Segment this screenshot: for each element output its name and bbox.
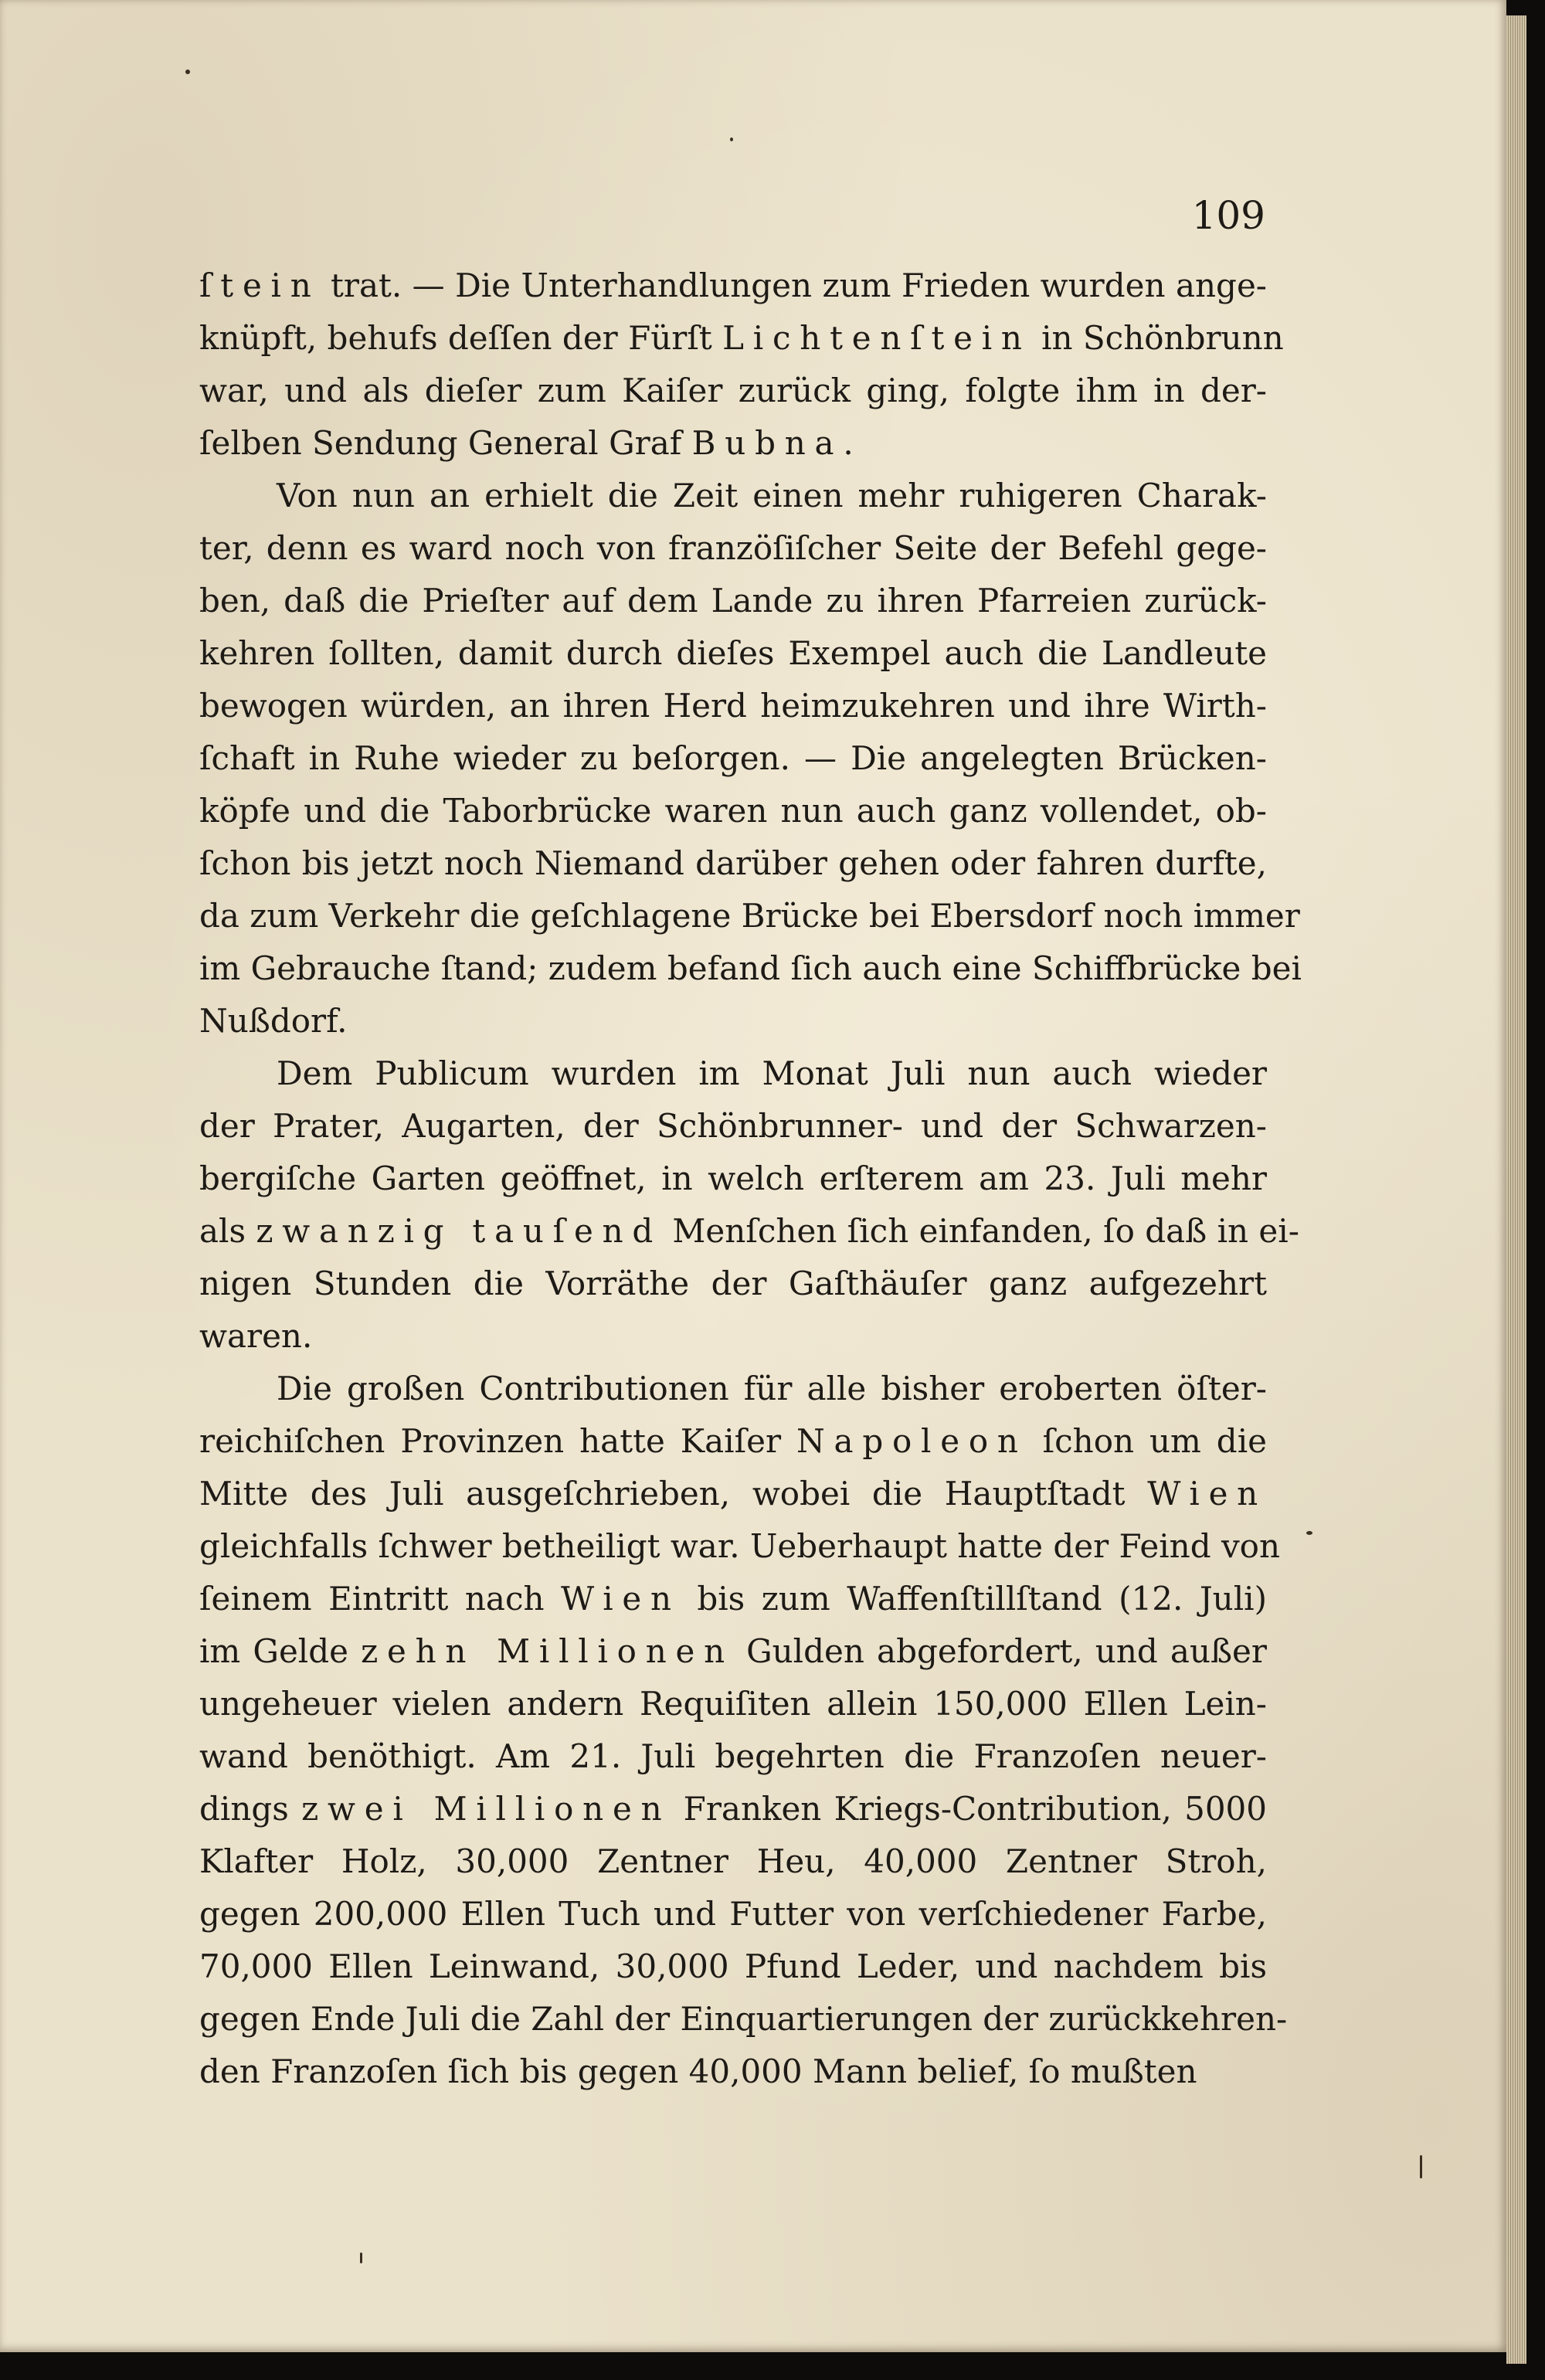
text-line [199, 312, 1284, 365]
text-line [199, 1100, 1267, 1153]
text-line [199, 785, 1267, 837]
page-number: 109 [1191, 193, 1265, 238]
text-line [199, 1363, 1267, 1415]
text-run: köpfe und die Taborbrücke waren nun auch ganz vollendet, ob- [199, 792, 1267, 830]
text-run: Die großen Contributionen für alle bisher eroberten öſter- [277, 1370, 1267, 1407]
text-line [199, 1678, 1267, 1730]
text-run: dings [199, 1790, 302, 1828]
text-run: gegen Ende Juli die Zahl der Einquartierungen der zurückkehren- [199, 2000, 1288, 2038]
text-run: ben, daß die Prieſter auf dem Lande zu ihren Pfarreien zurück- [199, 582, 1267, 620]
text-run: waren. [199, 1317, 313, 1355]
text-line [199, 2046, 1267, 2098]
text-run: bewogen würden, an ihren Herd heimzukehren und ihre Wirth- [199, 687, 1267, 725]
text-run: im Gebrauche ſtand; zudem befand ſich auch eine Schiffbrücke bei [199, 949, 1302, 987]
spaced-emphasis: Lichtenſtein [722, 319, 1031, 357]
text-line [199, 1835, 1267, 1888]
text-run: ungeheuer vielen andern Requiſiten allein 150,000 Ellen Lein- [199, 1685, 1267, 1723]
text-run: war, und als dieſer zum Kaiſer zurück ging, folgte ihm in der- [199, 372, 1267, 409]
text-run: als [199, 1212, 256, 1250]
text-line [199, 1783, 1267, 1835]
text-line [199, 1993, 1288, 2046]
text-run: Mitte des Juli ausgeſchrieben, wobei die Hauptſtadt [199, 1475, 1148, 1513]
text-run: Franken Kriegs-Contribution, 5000 [671, 1790, 1267, 1828]
text-run: wand benöthigt. Am 21. Juli begehrten die Franzoſen neuer- [199, 1737, 1267, 1775]
text-run: ſchon um die [1027, 1422, 1267, 1460]
spaced-emphasis: Bubna [691, 424, 844, 462]
text-run: gegen 200,000 Ellen Tuch und Futter von verſchiedener Farbe, [199, 1895, 1267, 1933]
text-run: kehren ſollten, damit durch dieſes Exempel auch die Landleute [199, 634, 1267, 672]
text-run: 70,000 Ellen Leinwand, 30,000 Pfund Leder, und nachdem bis [199, 1947, 1267, 1985]
ink-speck [1420, 2155, 1422, 2178]
text-run: trat. — Die Unterhandlungen zum Frieden wurden ange- [320, 267, 1267, 304]
ink-speck [185, 70, 190, 74]
ink-speck [730, 138, 733, 141]
text-run: Menſchen ſich einfanden, ſo daß in ei- [662, 1212, 1299, 1250]
page-stack-edge [1506, 15, 1526, 2364]
text-line [199, 890, 1300, 942]
text-line [199, 1730, 1267, 1783]
text-run: Dem Publicum wurden im Monat Juli nun auch wieder [277, 1054, 1267, 1092]
text-run: knüpft, behufs deſſen der Fürſt [199, 319, 723, 357]
text-run: Von nun an erhielt die Zeit einen mehr ruhigeren Charak- [277, 477, 1267, 514]
text-line [199, 575, 1267, 627]
text-run: bergiſche Garten geöffnet, in welch erſterem am 23. Juli mehr [199, 1159, 1267, 1197]
text-line [199, 260, 1267, 312]
spaced-emphasis: Napoleon [796, 1422, 1027, 1460]
text-line [199, 1415, 1267, 1468]
text-run: ſelben Sendung General Graf [199, 424, 692, 462]
text-run: bis zum Waffenſtillſtand (12. Juli) [680, 1580, 1267, 1618]
text-line [199, 995, 1267, 1047]
spaced-emphasis: Wien [561, 1580, 681, 1618]
text-line [199, 837, 1267, 890]
text-line [199, 1625, 1267, 1678]
spaced-emphasis: zehn Millionen [361, 1632, 734, 1670]
text-run: ſchaft in Ruhe wieder zu beſorgen. — Die angelegten Brücken- [199, 739, 1267, 777]
text-run: Nußdorf. [199, 1002, 348, 1040]
text-line [199, 1310, 1267, 1363]
text-line [199, 417, 1267, 470]
spaced-emphasis: ſtein [199, 267, 321, 304]
text-line [199, 470, 1267, 522]
text-line [199, 1047, 1267, 1100]
text-line [199, 627, 1267, 680]
body-text [199, 260, 1302, 2098]
text-run: ter, denn es ward noch von franzöſiſcher Seite der Befehl gege- [199, 529, 1267, 567]
spaced-emphasis: Wien [1147, 1475, 1267, 1513]
text-run: Klafter Holz, 30,000 Zentner Heu, 40,000 Zentner Stroh, [199, 1842, 1267, 1880]
text-line [199, 1258, 1267, 1310]
text-run: im Gelde [199, 1632, 362, 1670]
text-line [199, 732, 1267, 785]
text-line [199, 522, 1267, 575]
text-line [199, 365, 1267, 417]
text-run: . [843, 424, 854, 462]
text-line [199, 942, 1302, 995]
text-line [199, 1468, 1267, 1520]
text-run: reichiſchen Provinzen hatte Kaiſer [199, 1422, 797, 1460]
text-line [199, 1153, 1267, 1205]
text-line [199, 1940, 1267, 1993]
spaced-emphasis: zwei Millionen [301, 1790, 671, 1828]
text-run: nigen Stunden die Vorräthe der Gaſthäuſer ganz aufgezehrt [199, 1265, 1267, 1302]
text-line [199, 1205, 1299, 1258]
text-line [199, 1573, 1267, 1625]
text-line [199, 1520, 1281, 1573]
text-line [199, 680, 1267, 732]
ink-speck [360, 2253, 362, 2263]
ink-speck [1306, 1531, 1312, 1535]
text-line [199, 1888, 1267, 1940]
text-run: in Schönbrunn [1031, 319, 1284, 357]
text-run: den Franzoſen ſich bis gegen 40,000 Mann belief, ſo mußten [199, 2052, 1197, 2090]
spaced-emphasis: zwanzig tauſend [256, 1212, 663, 1250]
text-run: da zum Verkehr die geſchlagene Brücke bei Ebersdorf noch immer [199, 897, 1300, 935]
text-run: gleichfalls ſchwer betheiligt war. Ueberhaupt hatte der Feind von [199, 1527, 1281, 1565]
text-run: der Prater, Augarten, der Schönbrunner- und der Schwarzen- [199, 1107, 1267, 1145]
text-run: Gulden abgefordert, und außer [733, 1632, 1267, 1670]
text-run: ſeinem Eintritt nach [199, 1580, 562, 1618]
text-run: ſchon bis jetzt noch Niemand darüber gehen oder fahren durfte, [199, 844, 1267, 882]
